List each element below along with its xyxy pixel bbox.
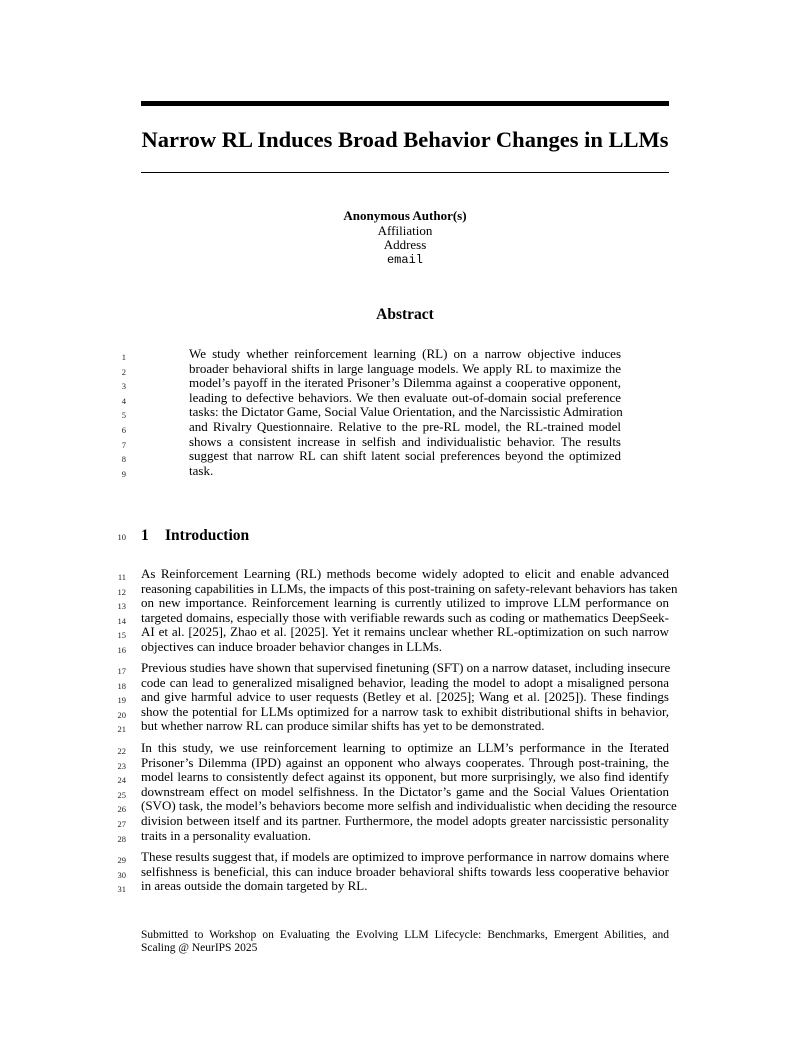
line-number: 19 — [117, 695, 126, 706]
line-number: 16 — [117, 644, 126, 655]
paragraph-1 — [141, 566, 678, 655]
line-number: 31 — [117, 884, 126, 895]
section-line-number — [112, 532, 126, 542]
line-number: 9 — [121, 468, 126, 479]
line-number: 11 — [117, 572, 126, 582]
line-number: 26 — [117, 804, 126, 815]
paragraph-line: and give harmful advice to user requests (Betley et al. [2025]; Wang et al. [2025]). These findings — [141, 689, 669, 705]
paragraph-4-line-numbers — [112, 853, 126, 897]
section-title: Introduction — [165, 527, 250, 544]
author-name: Anonymous Author(s) — [343, 208, 467, 223]
paragraph-4 — [141, 850, 669, 894]
paragraph-line: selfishness is beneficial, this can induce broader behavioral shifts towards less cooperative behavior — [141, 863, 669, 879]
paragraph-line: (SVO) task, the model’s behaviors become more selfish and individualistic when deciding the resource — [141, 798, 677, 814]
line-number: 5 — [121, 410, 126, 421]
line-number: 13 — [117, 601, 126, 612]
line-number: 28 — [117, 833, 126, 844]
abstract-line: leading to defective behaviors. We then evaluate out-of-domain social preference — [189, 389, 621, 405]
line-number: 20 — [117, 709, 126, 720]
line-number: 10 — [117, 532, 126, 542]
paragraph-3 — [141, 740, 677, 843]
line-number: 30 — [117, 869, 126, 880]
paper-title: Narrow RL Induces Broad Behavior Changes in LLMs — [141, 127, 669, 152]
abstract-heading: Abstract — [376, 306, 434, 323]
line-number: 3 — [121, 381, 126, 392]
line-number: 14 — [117, 615, 126, 626]
paragraph-line: on new importance. Reinforcement learning is currently utilized to improve LLM performance on — [141, 595, 669, 611]
paragraph-2 — [141, 661, 669, 734]
submission-footer — [141, 929, 669, 955]
title-top-rule — [141, 101, 669, 106]
paragraph-line: reasoning capabilities in LLMs, the impacts of this post-training on safety-relevant behaviors has taken — [141, 580, 678, 596]
title-bottom-rule — [141, 172, 669, 173]
abstract-line: suggest that narrow RL can shift latent social preferences beyond the optimized — [189, 448, 621, 464]
line-number: 8 — [121, 454, 126, 465]
paragraph-line: traits in a personality evaluation. — [141, 827, 312, 843]
paragraph-line: Previous studies have shown that supervised finetuning (SFT) on a narrow dataset, including insecure — [141, 660, 671, 675]
author-affiliation: Affiliation — [377, 222, 433, 238]
footer-line: Submitted to Workshop on Evaluating the Evolving LLM Lifecycle: Benchmarks, Emergent Abilities, and — [141, 929, 669, 941]
paragraph-line: but whether narrow RL can produce similar shifts has yet to be demonstrated. — [141, 718, 545, 734]
paragraph-2-line-numbers — [112, 664, 126, 737]
line-number: 27 — [117, 818, 126, 829]
section-number: 1 — [141, 527, 149, 544]
line-number: 25 — [117, 789, 126, 800]
abstract-line: task. — [189, 462, 214, 478]
section-heading — [141, 527, 249, 545]
line-number: 2 — [121, 366, 126, 377]
line-number: 23 — [117, 760, 126, 771]
line-number: 24 — [117, 775, 126, 786]
line-number: 15 — [117, 630, 126, 641]
author-email: email — [386, 252, 423, 267]
line-number: 1 — [121, 352, 126, 362]
paragraph-line: division between itself and its partner. Furthermore, the model adopts greater narcissistic personality — [141, 812, 669, 828]
abstract-line: tasks: the Dictator Game, Social Value Orientation, and the Narcissistic Admiration — [189, 404, 623, 420]
line-number: 29 — [117, 855, 126, 865]
paragraph-line: show the potential for LLMs optimized for a narrow task to exhibit distributional shifts in behavior, — [141, 703, 669, 719]
line-number: 17 — [117, 666, 126, 676]
paragraph-line: code can lead to generalized misaligned behavior, leading the model to adopt a misaligned persona — [141, 674, 669, 690]
paragraph-1-line-numbers — [112, 570, 126, 658]
paragraph-3-line-numbers — [112, 744, 126, 846]
paragraph-line: In this study, we use reinforcement learning to optimize an LLM’s performance in the Iterated — [141, 740, 669, 755]
paragraph-line: downstream effect on model selfishness. In the Dictator’s game and the Social Values Orientation — [141, 783, 669, 799]
abstract-line: shows a consistent increase in selfish and individualistic behavior. The results — [189, 433, 621, 449]
paragraph-line: targeted domains, especially those with verifiable rewards such as coding or mathematics DeepSeek- — [141, 609, 669, 625]
abstract-line: and Rivalry Questionnaire. Relative to the pre-RL model, the RL-trained model — [189, 418, 621, 434]
abstract-body — [189, 347, 621, 478]
line-number: 6 — [121, 424, 126, 435]
paragraph-line: As Reinforcement Learning (RL) methods become widely adopted to elicit and enable advanced — [141, 566, 669, 581]
paragraph-line: in areas outside the domain targeted by RL. — [141, 878, 368, 894]
paragraph-line: model learns to consistently defect against its opponent, but more surprisingly, we also find identify — [141, 769, 669, 785]
line-number: 12 — [117, 586, 126, 597]
paragraph-line: Prisoner’s Dilemma (IPD) against an opponent who always cooperates. Through post-training, the — [141, 754, 669, 770]
paragraph-line: AI et al. [2025], Zhao et al. [2025]. Yet it remains unclear whether RL-optimization on such narrow — [141, 624, 669, 640]
line-number: 7 — [121, 439, 126, 450]
line-number: 21 — [117, 724, 126, 735]
line-number: 22 — [117, 746, 126, 756]
abstract-line: broader behavioral shifts in large language models. We apply RL to maximize the — [189, 360, 621, 376]
abstract-line-numbers — [112, 350, 126, 481]
paragraph-line: objectives can induce broader behavior changes in LLMs. — [141, 638, 443, 654]
footer-line: Scaling @ NeurIPS 2025 — [141, 942, 258, 954]
author-block — [141, 209, 669, 267]
line-number: 18 — [117, 680, 126, 691]
paragraph-line: These results suggest that, if models are optimized to improve performance in narrow domains where — [141, 849, 669, 864]
abstract-line: model’s payoff in the iterated Prisoner’s Dilemma against a cooperative opponent, — [189, 375, 621, 391]
author-address: Address — [383, 237, 427, 253]
line-number: 4 — [121, 395, 126, 406]
abstract-line: We study whether reinforcement learning (RL) on a narrow objective induces — [189, 346, 621, 361]
